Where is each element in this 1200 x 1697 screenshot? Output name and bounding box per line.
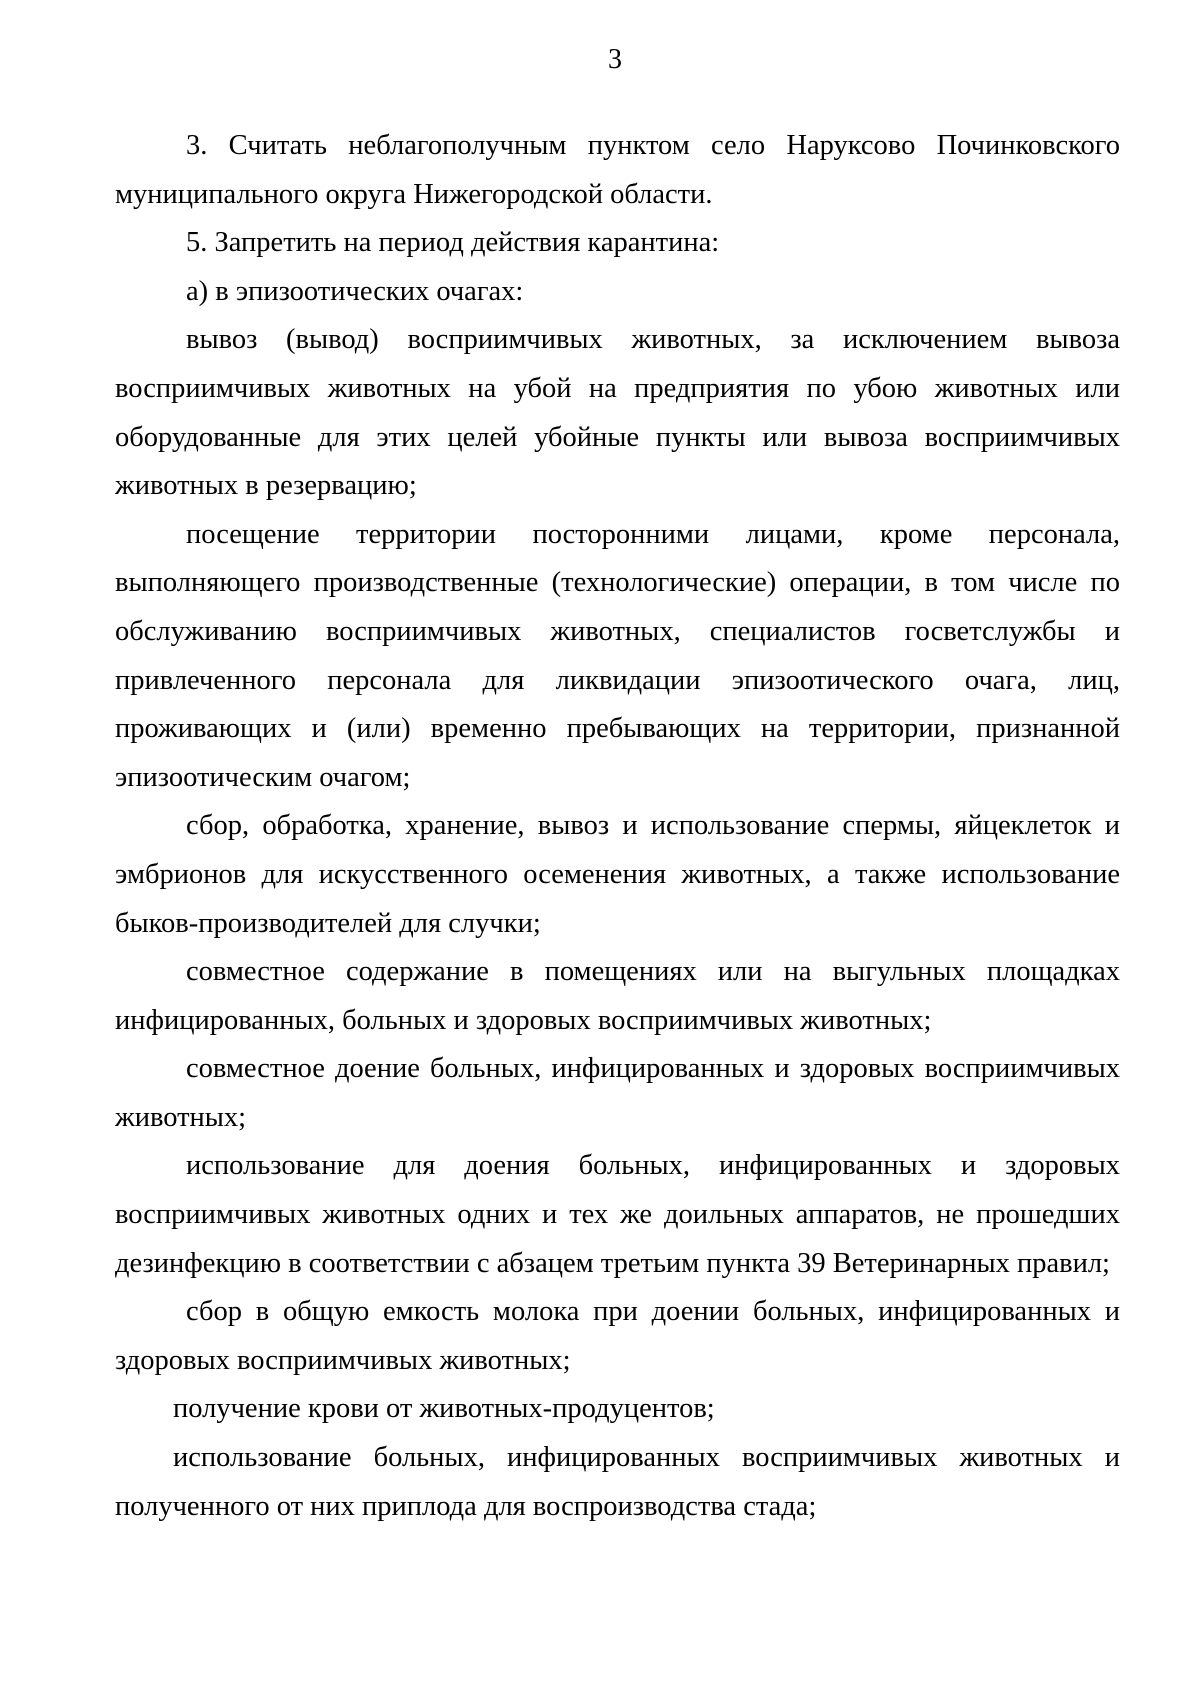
paragraph-visiting-territory: посещение территории посторонними лицами, кроме персонала, выполняющего производственные (технологические) операции, в том числе по обслуживанию восприимчивых животных, специалистов госветслужбы и привлеченного персонала для ликвидации эпизоотического очага, лиц, проживающих и (или) временно пребывающих на территории, признанной эпизоотическим очагом; xyxy=(115,518,1120,793)
paragraph-joint-milking: совместное доение больных, инфицированных и здоровых восприимчивых животных; xyxy=(115,1053,1120,1133)
paragraph-point-5: 5. Запретить на период действия карантина: xyxy=(186,227,720,259)
paragraph-herd-reproduction: использование больных, инфицированных восприимчивых животных и полученного от них приплода для воспроизводства стада; xyxy=(115,1442,1120,1522)
paragraph-point-3: 3. Считать неблагополучным пунктом село Наруксово Починковского муниципального округа Нижегородской области. xyxy=(115,130,1120,210)
paragraph-milk-collection: сбор в общую емкость молока при доении больных, инфицированных и здоровых восприимчивых животных; xyxy=(115,1296,1120,1376)
paragraph-blood-collection: получение крови от животных-продуцентов; xyxy=(173,1393,715,1425)
paragraph-joint-keeping: совместное содержание в помещениях или на выгульных площадках инфицированных, больных и здоровых восприимчивых животных; xyxy=(115,956,1120,1036)
paragraph-sperm-collection: сбор, обработка, хранение, вывоз и использование спермы, яйцеклеток и эмбрионов для искусственного осеменения животных, а также использование быков-производителей для случки; xyxy=(115,810,1120,939)
paragraph-subpoint-a: а) в эпизоотических очагах: xyxy=(186,275,524,307)
page-number: 3 xyxy=(608,44,622,75)
document-body xyxy=(115,122,1120,1531)
paragraph-milking-equipment: использование для доения больных, инфицированных и здоровых восприимчивых животных одних и тех же доильных аппаратов, не прошедших дезинфекцию в соответствии с абзацем третьим пункта 39 Ветеринарных правил; xyxy=(115,1150,1120,1279)
paragraph-export-animals: вывоз (вывод) восприимчивых животных, за исключением вывоза восприимчивых животных на убой на предприятия по убою животных или оборудованные для этих целей убойные пункты или вывоза восприимчивых животных в резервацию; xyxy=(115,324,1120,502)
